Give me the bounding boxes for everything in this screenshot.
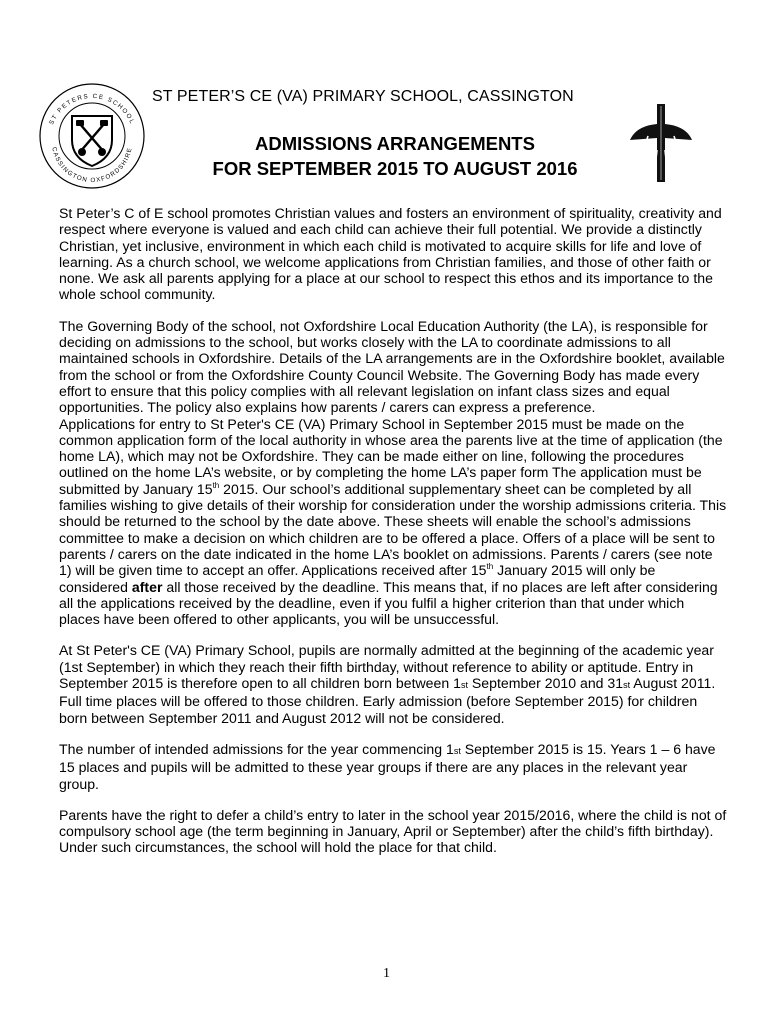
emphasis-after: after	[131, 578, 163, 595]
document-header	[0, 0, 770, 200]
paragraph-applications: Applications for entry to St Peter's CE (VA) Primary School in September 2015 must be made on the common application form of the local authority in whose area the parents live at the time of application (the home LA), which may not be Oxfordshire. They can be made either on line, following the procedures outlined on the home LA’s website, or by completing the home LA’s paper form The application must be submitted by January 15th 2015. Our school’s additional supplementary sheet can be completed by all families wishing to give details of their worship for consideration under the worship admissions criteria. This should be returned to the school by the date above. These sheets will enable the school’s admissions committee to make a decision on which children are to be offered a place. Offers of a place will be sent to parents / carers on the date indicated in the home LA’s booklet on admissions. Parents / carers (see note 1) will be given time to accept an offer. Applications received after 15th January 2015 will only be considered after all those received by the deadline. This means that, if no places are left after considering all the applications received by the deadline, even if you fulfil a higher criterion than that under which places have been offered to other applicants, you will be unsuccessful.	[59, 415, 727, 628]
school-name: ST PETER’S CE (VA) PRIMARY SCHOOL, CASSINGTON	[152, 88, 574, 105]
document-title-line2: FOR SEPTEMBER 2015 TO AUGUST 2016	[212, 158, 578, 179]
school-crest-logo	[38, 82, 146, 190]
document-title-line1: ADMISSIONS ARRANGEMENTS	[255, 133, 535, 154]
admissions-policy-body	[59, 205, 727, 871]
paragraph-intended-admissions: The number of intended admissions for the year commencing 1st September 2015 is 15. Years 1 – 6 have 15 places and pupils will be admitted to these year groups if there are any places in the relevant year group.	[59, 740, 716, 792]
cross-logo-icon	[626, 100, 696, 186]
paragraph-ethos: St Peter’s C of E school promotes Christian values and fosters an environment of spirituality, creativity and respect where everyone is valued and each child can achieve their full potential. We provide a distinctly Christian, yet inclusive, environment in which each child is motivated to acquire skills for life and love of learning. As a church school, we welcome applications from Christian families, and those of other faith or none. We ask all parents applying for a place at our school to respect this ethos and its importance to the whole school community.	[59, 205, 722, 303]
crest-ring-text-bottom: CASSINGTON OXFORDSHIRE	[50, 146, 134, 185]
page-number: 1	[383, 966, 390, 981]
paragraph-governing-body: The Governing Body of the school, not Oxfordshire Local Education Authority (the LA), is responsible for deciding on admissions to the school, but works closely with the LA to coordinate admissions to all maintained schools in Oxfordshire. Details of the LA arrangements are in the Oxfordshire booklet, available from the school or from the Oxfordshire County Council Website. The Governing Body has made every effort to ensure that this policy complies with all relevant legislation on infant class sizes and equal opportunities. The policy also explains how parents / carers can express a preference.	[59, 317, 725, 416]
crest-ring-text-top: ST PETERS CE SCHOOL	[48, 92, 136, 126]
paragraph-deferral: Parents have the right to defer a child’s entry to later in the school year 2015/2016, where the child is not of compulsory school age (the term beginning in January, April or September) after the child’s fifth birthday). Under such circumstances, the school will hold the place for that child.	[59, 806, 727, 856]
paragraph-entry-age: At St Peter's CE (VA) Primary School, pupils are normally admitted at the beginning of the academic year (1st September) in which they reach their fifth birthday, without reference to ability or aptitude. Entry in September 2015 is therefore open to all children born between 1st September 2010 and 31st August 2011. Full time places will be offered to those children. Early admission (before September 2015) for children born between September 2011 and August 2012 will not be considered.	[59, 642, 716, 726]
